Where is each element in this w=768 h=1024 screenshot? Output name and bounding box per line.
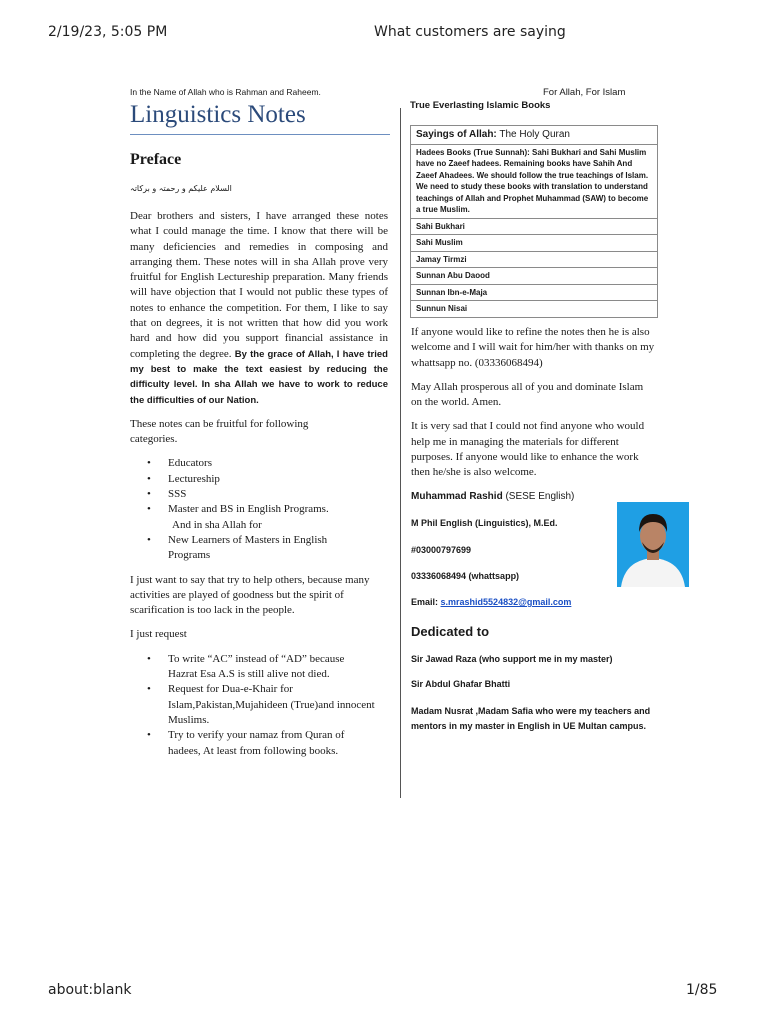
table-cell: Hadees Books (True Sunnah): Sahi Bukhari and Sahi Muslim have no Zaeef hadees. Remaining books have Sahih And Zaeef Ahadees. We should follow the true teachings of Islam. We need to study these books with translation to understand teachings of Allah and Prophet Muhammad (SAW) to become a true Muslim. xyxy=(411,144,658,218)
sayings-value: The Holy Quran xyxy=(499,129,570,140)
categories-list xyxy=(130,456,388,517)
table-cell: Sunnan Ibn-e-Maja xyxy=(411,284,658,301)
list-item: • Request for Dua-e-Khair for Islam,Pakistan,Mujahideen (True)and innocent Muslims. xyxy=(130,682,375,728)
sayings-label: Sayings of Allah: xyxy=(416,129,497,140)
books-table-wrap xyxy=(410,125,658,318)
table-row xyxy=(411,126,658,145)
print-datetime: 2/19/23, 5:05 PM xyxy=(48,24,168,40)
document-title: Linguistics Notes xyxy=(130,98,390,135)
top-left-dedication: In the Name of Allah who is Rahman and Raheem. xyxy=(130,87,321,97)
table-row xyxy=(411,251,658,268)
table-cell: Sunnun Nisai xyxy=(411,301,658,318)
right-column-text xyxy=(411,325,661,481)
table-cell xyxy=(411,126,658,145)
intro-paragraph xyxy=(130,209,388,408)
table-row xyxy=(411,301,658,318)
list-item: • Lectureship xyxy=(130,472,388,487)
dedicated-heading: Dedicated to xyxy=(411,624,490,639)
email-link[interactable]: s.mrashid5524832@gmail.com xyxy=(440,597,572,607)
author-name-line xyxy=(411,491,574,502)
table-cell: Sahi Bukhari xyxy=(411,218,658,235)
dedication-3: Madam Nusrat ,Madam Safia who were my teachers and mentors in my master in English in UE Multan campus. xyxy=(411,706,651,731)
categories-list-last xyxy=(130,533,355,564)
list-item: • To write “AC” instead of “AD” because Hazrat Esa A.S is still alive not died. xyxy=(130,652,375,683)
prosperous-paragraph: May Allah prosperous all of you and dominate Islam on the world. Amen. xyxy=(411,380,644,409)
author-email-line xyxy=(411,597,571,607)
dedication-2: Sir Abdul Ghafar Bhatti xyxy=(411,679,511,689)
list-item: • Try to verify your namaz from Quran of hadees, At least from following books. xyxy=(130,728,375,759)
column-divider xyxy=(400,108,401,798)
preface-heading: Preface xyxy=(130,151,182,168)
request-heading: I just request xyxy=(130,628,187,641)
table-row xyxy=(411,268,658,285)
categories-sub: And in sha Allah for xyxy=(172,518,262,531)
author-whatsapp: 03336068494 (whattsapp) xyxy=(411,571,520,581)
author-suffix: (SESE English) xyxy=(505,491,575,502)
list-item: • SSS xyxy=(130,487,388,502)
author-photo xyxy=(617,502,689,587)
table-cell: Sunnan Abu Daood xyxy=(411,268,658,285)
help-paragraph: I just want to say that try to help others, because many activities are played of goodness but the spirit of scarification is too lack in the people. xyxy=(130,573,370,617)
books-title: True Everlasting Islamic Books xyxy=(410,100,551,111)
fruitful-paragraph: These notes can be fruitful for following categories. xyxy=(130,417,309,446)
table-row xyxy=(411,144,658,218)
print-page-count: 1/85 xyxy=(686,982,718,998)
table-row xyxy=(411,218,658,235)
refine-paragraph: If anyone would like to refine the notes then he is also welcome and I will wait for him/her with thanks on my whattsapp no. (03336068494) xyxy=(411,326,655,369)
author-phone: #03000797699 xyxy=(411,545,472,555)
list-item: • Educators xyxy=(130,456,388,471)
sad-paragraph: It is very sad that I could not find anyone who would help me in managing the materials for different purposes. If anyone would like to enhance the work then he/she is also welcome. xyxy=(411,420,645,479)
print-url: about:blank xyxy=(48,982,132,998)
table-row xyxy=(411,235,658,252)
urdu-greeting: السلام علیکم و رحمتہ و برکاتہ xyxy=(130,184,232,193)
left-column xyxy=(130,209,388,759)
person-silhouette-icon xyxy=(617,502,689,587)
table-row xyxy=(411,284,658,301)
list-item: • Master and BS in English Programs. xyxy=(130,502,388,517)
table-cell: Jamay Tirmzi xyxy=(411,251,658,268)
intro-bold-text: By the grace of Allah, I have tried my best to make the text easiest by reducing the difficulty level. In sha Allah we have to work to reduce the difficulties of our Nation. xyxy=(130,348,388,406)
intro-normal-text: Dear brothers and sisters, I have arranged these notes what I could manage the time. I know that there will be many deficiencies and remedies in composing and arranging them. These notes will in sha Allah prove very fruitful for English Lectureship preparation. Many friends will have objection that I would not public these types of notes to enhance the competition. For them, I like to say that on degrees, it is not written that how did you work hard and how did you support financial assistance in completing the degree. xyxy=(130,210,388,360)
dedication-1: Sir Jawad Raza (who support me in my master) xyxy=(411,654,613,664)
author-name: Muhammad Rashid xyxy=(411,491,503,502)
author-degree: M Phil English (Linguistics), M.Ed. xyxy=(411,518,558,528)
books-table xyxy=(410,125,658,318)
table-cell: Sahi Muslim xyxy=(411,235,658,252)
top-right-motto: For Allah, For Islam xyxy=(543,87,626,98)
print-title: What customers are saying xyxy=(374,24,566,40)
email-label: Email: xyxy=(411,597,439,607)
requests-list xyxy=(130,652,375,759)
list-item: • New Learners of Masters in English Programs xyxy=(130,533,355,564)
